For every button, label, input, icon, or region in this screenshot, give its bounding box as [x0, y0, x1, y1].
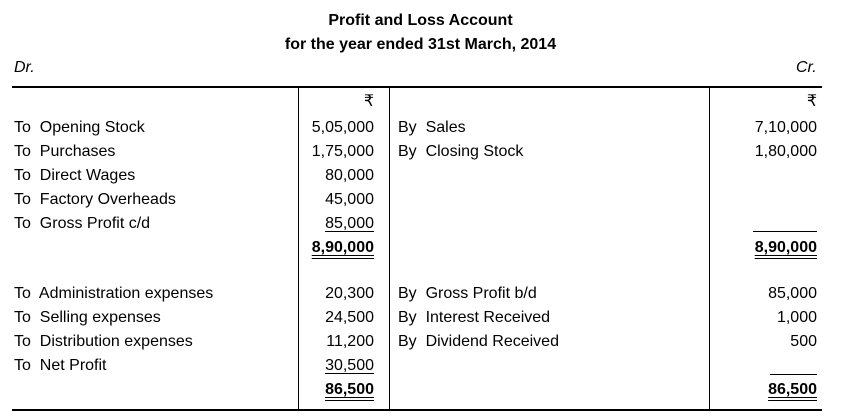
debit-total-value: 86,500: [325, 381, 374, 398]
page-subtitle: for the year ended 31st March, 2014: [284, 36, 557, 53]
credit-total-value: 8,90,000: [754, 239, 817, 256]
row-prefix: To: [14, 191, 31, 208]
row-label: Gross Profit b/d: [425, 285, 537, 302]
debit-row: [14, 116, 145, 140]
row-label: Sales: [425, 119, 466, 136]
debit-amount-underlined: 30,500: [325, 357, 374, 374]
row-label: Purchases: [39, 143, 116, 160]
row-label: Selling expenses: [39, 309, 161, 326]
table-bottom-rule: [12, 409, 822, 411]
row-prefix: To: [14, 309, 31, 326]
credit-currency-symbol: ₹: [806, 93, 817, 110]
credit-amount: 1,000: [776, 309, 817, 326]
row-label: Distribution expenses: [39, 333, 193, 350]
credit-subtotal-rule: [753, 231, 817, 232]
row-prefix: By: [398, 143, 417, 160]
credit-subtotal-rule: [770, 374, 817, 375]
row-prefix: To: [14, 119, 31, 136]
dr-label: Dr.: [14, 59, 35, 76]
credit-amount: 7,10,000: [754, 119, 817, 136]
row-label: Closing Stock: [425, 143, 524, 160]
credit-row: [398, 116, 466, 140]
debit-amount: 80,000: [325, 167, 374, 184]
debit-amount: 20,300: [325, 285, 374, 302]
row-prefix: To: [14, 167, 31, 184]
row-label: Interest Received: [425, 309, 551, 326]
debit-row: [14, 212, 150, 236]
debit-row: [14, 140, 115, 164]
row-prefix: To: [14, 333, 31, 350]
debit-amount: [300, 212, 374, 236]
column-divider-2: [389, 88, 390, 409]
credit-amount: 85,000: [768, 285, 817, 302]
row-prefix: To: [14, 215, 31, 232]
row-prefix: By: [398, 333, 417, 350]
row-label: Factory Overheads: [39, 191, 176, 208]
credit-total: [711, 378, 817, 402]
row-prefix: By: [398, 285, 417, 302]
row-prefix: To: [14, 357, 31, 374]
debit-total: [300, 378, 374, 402]
debit-total: [300, 236, 374, 260]
debit-amount: 1,75,000: [311, 143, 374, 160]
credit-row: [398, 140, 523, 164]
debit-total-value: 8,90,000: [311, 239, 374, 256]
debit-amount-underlined: 85,000: [325, 215, 374, 232]
row-prefix: To: [14, 285, 31, 302]
row-label: Direct Wages: [39, 167, 136, 184]
debit-row: [14, 354, 106, 378]
page-title: Profit and Loss Account: [328, 12, 513, 29]
cr-label: Cr.: [796, 59, 817, 76]
row-label: Net Profit: [39, 357, 107, 374]
debit-row: [14, 164, 135, 188]
credit-total: [711, 236, 817, 260]
column-divider-1: [298, 88, 299, 409]
debit-amount: 11,200: [326, 333, 374, 350]
debit-amount: 5,05,000: [311, 119, 374, 136]
credit-amount: 1,80,000: [754, 143, 817, 160]
row-prefix: By: [398, 119, 417, 136]
row-label: Opening Stock: [39, 119, 145, 136]
credit-amount: 500: [790, 333, 817, 350]
debit-amount: 45,000: [325, 191, 374, 208]
row-prefix: By: [398, 309, 417, 326]
credit-row: [398, 306, 550, 330]
debit-row: [14, 188, 176, 212]
table-top-rule: [12, 86, 822, 88]
credit-row: [398, 282, 537, 306]
column-divider-3: [709, 88, 710, 409]
row-prefix: To: [14, 143, 31, 160]
row-label: Administration expenses: [38, 285, 214, 302]
debit-row: [14, 330, 193, 354]
debit-row: [14, 306, 161, 330]
credit-total-value: 86,500: [768, 381, 817, 398]
credit-row: [398, 330, 559, 354]
debit-amount: [300, 354, 374, 378]
debit-row: [14, 282, 213, 306]
row-label: Dividend Received: [425, 333, 559, 350]
row-label: Gross Profit c/d: [39, 215, 151, 232]
debit-amount: 24,500: [325, 309, 374, 326]
debit-currency-symbol: ₹: [363, 93, 374, 110]
